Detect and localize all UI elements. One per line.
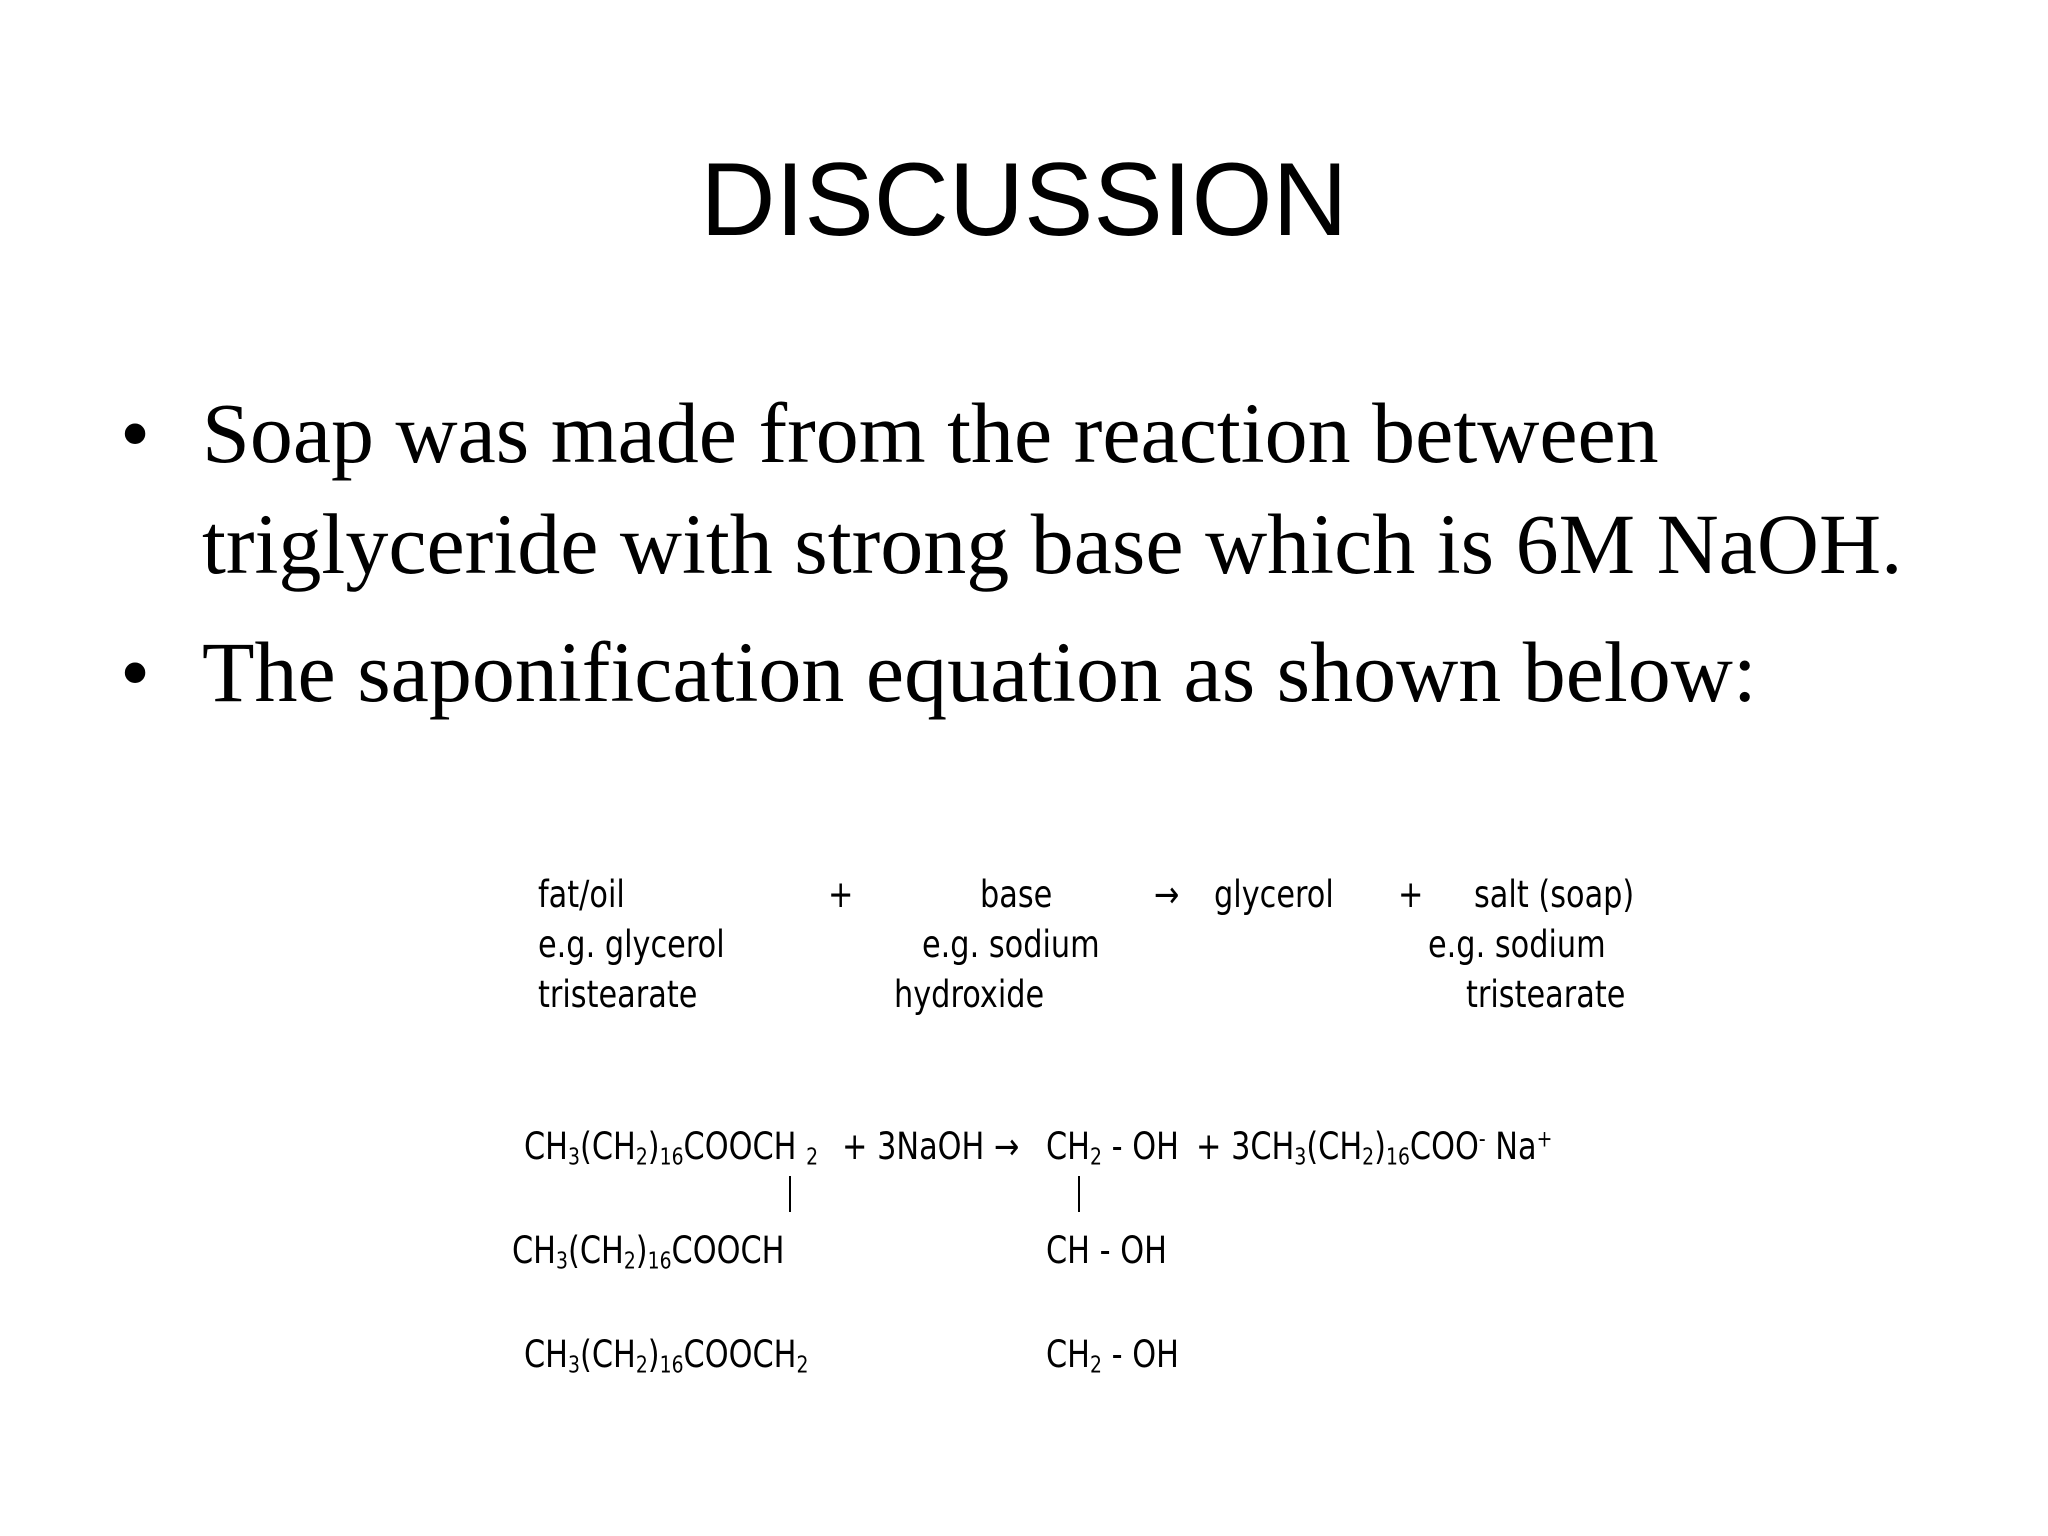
glycerol-line-1: $CH_2$ - OH	[1046, 1125, 1179, 1171]
bond-line	[789, 1176, 791, 1212]
bullet-list	[120, 378, 1980, 745]
soap-term: + $3CH_3(CH_2)_{16}COO^-$ Na+	[1196, 1125, 1553, 1171]
bullet-text: The saponification equation as shown below:	[202, 624, 1757, 720]
naoh-term: + 3NaOH →	[842, 1125, 1020, 1168]
bullet-text: Soap was made from the reaction between triglyceride with strong base which is 6M NaOH.	[202, 385, 1903, 592]
reactant1-example-2: tristearate	[538, 973, 698, 1016]
product2-example: e.g. sodium	[1428, 923, 1606, 966]
product2-name: salt (soap)	[1474, 873, 1635, 916]
reaction-arrow-icon: →	[1154, 873, 1180, 916]
bullet-icon: •	[120, 385, 151, 481]
bullet-icon: •	[120, 624, 151, 720]
reactant2-example-2: hydroxide	[894, 973, 1045, 1016]
reactant1-name: fat/oil	[538, 873, 625, 916]
reactant2-name: base	[980, 873, 1053, 916]
slide-title: DISCUSSION	[700, 142, 1348, 258]
triglyceride-line-3: $CH_3(CH_2)_{16}COOCH_2$	[524, 1333, 809, 1379]
glycerol-line-3: $CH_2$ - OH	[1046, 1333, 1179, 1379]
triglyceride-line-2: $CH_3(CH_2)_{16}COOCH$	[512, 1229, 785, 1275]
bullet-item	[120, 617, 1980, 728]
reactant2-example: e.g. sodium	[922, 923, 1100, 966]
reactant1-example: e.g. glycerol	[538, 923, 725, 966]
product1-name: glycerol	[1214, 873, 1334, 916]
product2-example-2: tristearate	[1466, 973, 1626, 1016]
triglyceride-line-1: $CH_3(CH_2)_{16}COOCH$ $_2$	[524, 1125, 819, 1171]
glycerol-line-2: CH - OH	[1046, 1229, 1167, 1272]
plus-sign: +	[1398, 873, 1424, 916]
bond-line	[1078, 1176, 1080, 1212]
bullet-item	[120, 378, 1980, 600]
plus-sign: +	[828, 873, 854, 916]
